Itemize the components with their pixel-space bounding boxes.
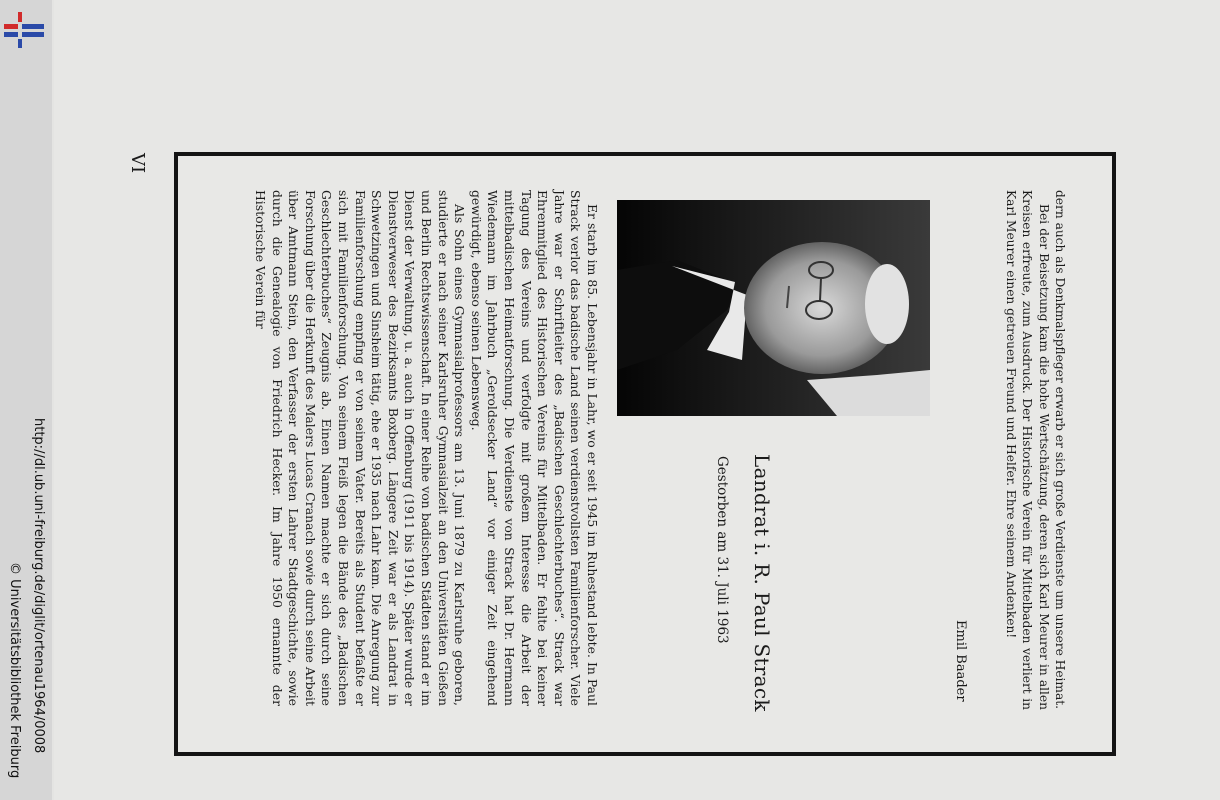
viewer-sidebar: [0, 0, 52, 800]
paragraph: Bei der Beisetzung kam die hohe Wertschätzung, deren sich Karl Meurer in allen Kreisen erfreute, zum Ausdruck. Der Historische Verein für Mittelbaden verliert in Karl Meurer einen getreuen Freund und Helfer. Ehre seinem Andenken!: [1004, 190, 1051, 710]
page-folio: VI: [127, 153, 148, 174]
portrait-image: [617, 200, 930, 416]
ub-freiburg-logo-icon: [2, 10, 46, 50]
paragraph: dern auch als Denkmalspfleger erwarb er sich große Verdienste um unsere Heimat.: [1053, 190, 1067, 710]
paragraph: Als Sohn eines Gymnasialprofessors am 13. Juni 1879 zu Karlsruhe geboren, studierte er nach seiner Karlsruher Gymnasialzeit an den Universitäten Gießen und Berlin Rechtswissenschaft. In einer Reihe von badischen Städten stand er im Dienst der Verwaltung, u. a. auch in Offenburg (1911 bis 1914). Später wurde er Dienstverweser des Bezirksamts Boxberg. Längere Zeit war er als Landrat in Schwetzingen und Sinsheim tätig, ehe er 1935 nach Lahr kam. Die Anregung zur Familienforschung empfing er von seinem Vater. Bereits als Student befaßte er sich mit Familienforschung. Von seinem Fleiß legen die Bände des „Badischen Geschlechterbuches“ Zeugnis ab. Einen Namen machte er sich durch seine Forschung über die Herkunft des Malers Lucas Cranach sowie durch seine Arbeit über Amtmann Stein, den Verfasser der ersten Lahrer Stadtgeschichte, sowie durch die Genealogie von Friedrich Hecker. Im Jahre 1950 ernannte der Historische Verein für: [253, 190, 468, 706]
paragraph: Er starb im 85. Lebensjahr in Lahr, wo er seit 1945 im Ruhestand lebte. In Paul Strack verlor das badische Land seinen verdienstvollsten Familienforscher. Viele Jahre war er Schriftleiter des „Badischen Geschlechterbuches“. Strack war Ehrenmitglied des Historischen Vereins für Mittelbaden. Er fehlte bei keiner Tagung des Vereins und verfolgte mit großem Interesse die Arbeit der mittelbadischen Heimatforschung. Die Verdienste von Strack hat Dr. Hermann Wiedemann im Jahrbuch „Geroldsecker Land“ vor einiger Zeit eingehend gewürdigt, ebenso seinen Lebensweg.: [468, 190, 600, 706]
author-signature: Emil Baader: [953, 620, 968, 702]
copyright-notice: © Universitätsbibliothek Freiburg: [7, 562, 22, 779]
obituary-title: Landrat i. R. Paul Strack: [750, 454, 774, 712]
obituary-meurer-ending: [1003, 190, 1068, 710]
obituary-strack-text: [252, 190, 600, 706]
portrait-photo: [617, 200, 930, 416]
source-url[interactable]: http://dl.ub.uni-freiburg.de/diglit/ortenau1964/0008: [31, 418, 46, 754]
death-date: Gestorben am 31. Juli 1963: [714, 456, 730, 644]
